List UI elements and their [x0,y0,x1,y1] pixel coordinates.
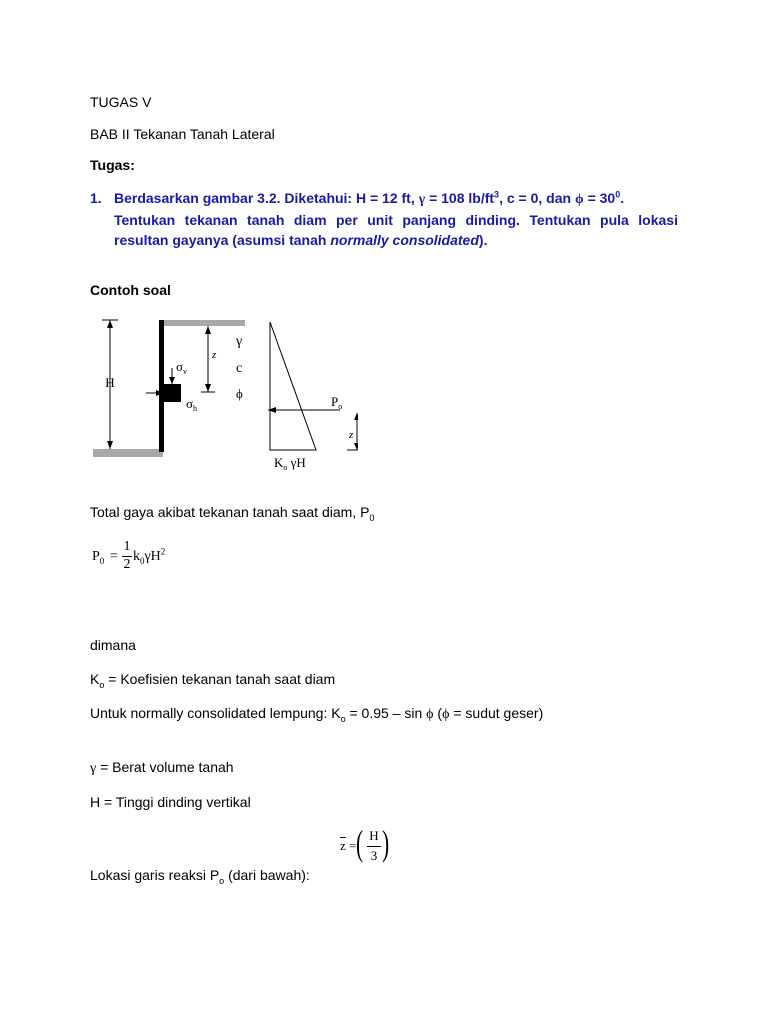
where-label: dimana [90,637,136,653]
chapter-title: BAB II Tekanan Tanah Lateral [90,126,275,142]
sigma-v-label: $\sigma_v$ [176,359,188,376]
task-line-2: Tentukan tekanan tanah diam per unit panjang dinding. Tentukan pula lokasi [114,212,678,228]
soil-element [163,384,181,402]
definition-nc: Untuk normally consolidated lempung: $K_o = 0.95 - \sin \phi$ (ϕ = sudut geser) [90,705,544,724]
sigma-h-label: $\sigma_h$ [186,396,198,413]
task-number: 1. [90,190,102,206]
right-paren: ) [382,823,390,863]
depth-label: z [212,349,217,361]
height-label: H [105,375,115,390]
zbar-label: z [349,429,354,441]
cohesion-label: c [236,361,243,376]
formula-z: $\overline{z}$ = ( H 3 ) [340,823,390,863]
gamma-label: γ [236,334,243,349]
phi-label: ϕ [236,386,243,401]
gamma-symbol: γ [418,192,426,207]
task-body [114,188,678,250]
definition-ko: $K_o$ = Koefisien tekanan tanah saat diam [90,671,336,690]
reaction-location-text: Lokasi garis reaksi $P_o$ (dari bawah): [90,867,310,886]
task-line-1: Berdasarkan gambar 3.2. Diketahui: H = 12 ft, γ = 108 $lb/ft^3$, c = 0, dan $\phi = 30^0$. [114,189,625,207]
ground-base [93,449,163,457]
example-heading: Contoh soal [90,282,171,298]
earth-pressure-figure [88,310,358,480]
resultant-label: $P_o$ [331,394,343,411]
phi-symbol: ϕ [574,192,584,207]
left-paren: ( [356,823,364,863]
definition-gamma: γ = Berat volume tanah [90,759,234,776]
task-line-3: resultan gayanya (asumsi tanah normally consolidated). [114,232,488,248]
task-heading: Tugas: [90,157,135,173]
ground-surface-top [163,320,245,326]
pressure-diagram [268,322,358,472]
base-pressure-label: $K_o$ γH [274,455,306,472]
wall-diagram [93,320,245,457]
fraction-bar [367,846,381,847]
document-title: TUGAS V [90,94,152,110]
definition-h: H = Tinggi dinding vertikal [90,794,251,810]
pressure-triangle [270,322,316,450]
total-force-text: Total gaya akibat tekanan tanah saat diam, $P_0$ [90,504,375,523]
